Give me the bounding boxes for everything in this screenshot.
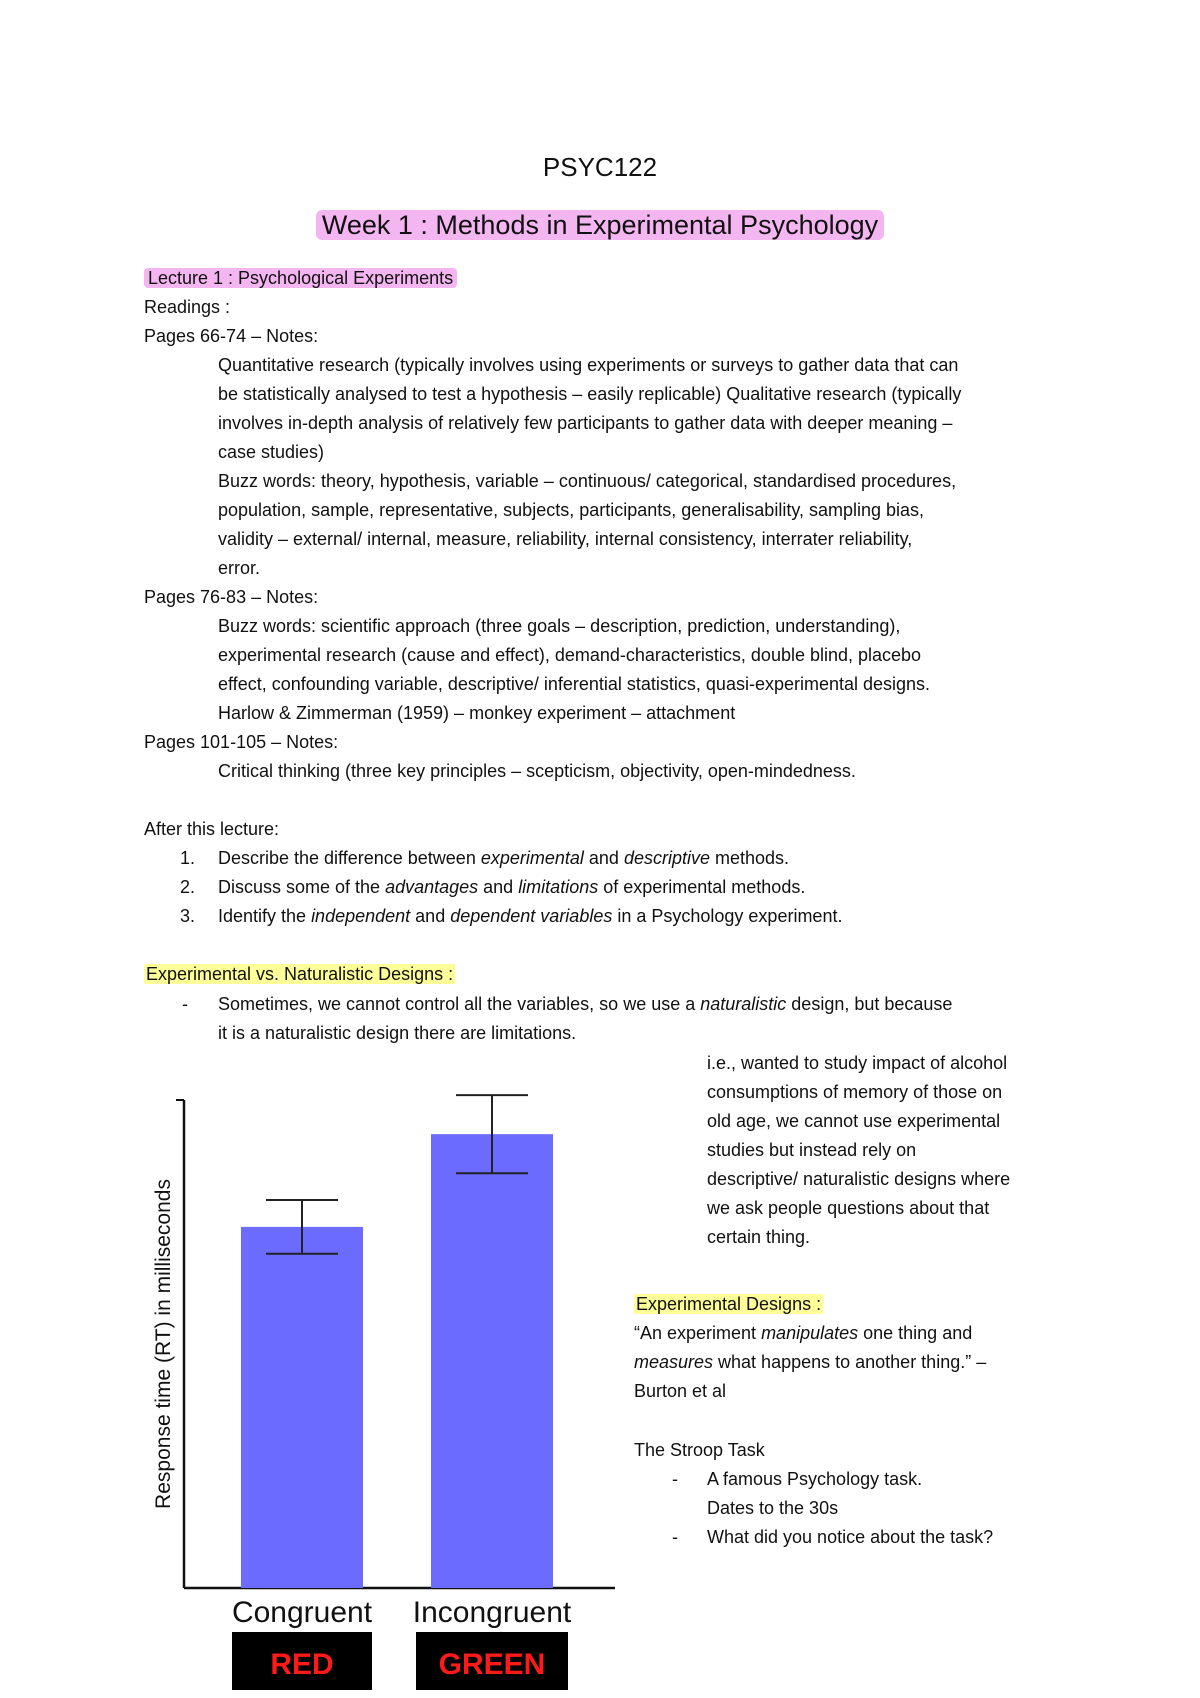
example-line: studies but instead rely on	[707, 1140, 917, 1160]
readings-label: Readings :	[144, 297, 231, 317]
example-line: i.e., wanted to study impact of alcohol	[707, 1053, 1008, 1073]
objective-item: Discuss some of the advantages and limitations of experimental methods.	[218, 877, 806, 897]
bar-incongruent	[431, 1134, 553, 1588]
lecture-title	[144, 264, 457, 293]
stimulus-word: GREEN	[438, 1648, 546, 1681]
stimulus-word: RED	[270, 1648, 334, 1681]
bar-congruent	[241, 1227, 363, 1588]
section-heading: Pages 76-83 – Notes:	[144, 587, 319, 607]
note-line: Buzz words: scientific approach (three goals – description, prediction, understanding),	[218, 616, 901, 636]
note-line: effect, confounding variable, descriptive/ inferential statistics, quasi-experimental designs.	[218, 674, 931, 694]
x-tick-label: Congruent	[231, 1596, 373, 1629]
note-line: population, sample, representative, subjects, participants, generalisability, sampling bias,	[218, 500, 925, 520]
note-line: Buzz words: theory, hypothesis, variable – continuous/ categorical, standardised procedures,	[218, 471, 957, 491]
y-axis-label: Response time (RT) in milliseconds	[152, 1179, 175, 1509]
objective-number: 1.	[180, 848, 196, 868]
objective-number: 3.	[180, 906, 196, 926]
note-line: case studies)	[218, 442, 325, 462]
note-line: validity – external/ internal, measure, reliability, internal consistency, interrater reliability,	[218, 529, 913, 549]
naturalistic-heading: Experimental vs. Naturalistic Designs :	[146, 964, 454, 984]
section-heading: Pages 101-105 – Notes:	[144, 732, 339, 752]
stroop-bullet: A famous Psychology task.	[707, 1469, 923, 1489]
stroop-title: The Stroop Task	[634, 1440, 765, 1460]
week-title	[0, 206, 1200, 244]
x-tick-label: Incongruent	[412, 1596, 572, 1629]
naturalistic-bullet-line2: it is a naturalistic design there are limitations.	[218, 1023, 577, 1043]
note-line: be statistically analysed to test a hypothesis – easily replicable) Qualitative research (typically	[218, 384, 962, 404]
stroop-bar-chart	[140, 1080, 630, 1695]
bullet-dash: -	[672, 1527, 678, 1547]
naturalistic-bullet: Sometimes, we cannot control all the variables, so we use a naturalistic design, but because	[218, 994, 953, 1014]
example-line: certain thing.	[707, 1227, 811, 1247]
note-line: error.	[218, 558, 261, 578]
example-line: we ask people questions about that	[707, 1198, 990, 1218]
stroop-bullet: Dates to the 30s	[707, 1498, 839, 1518]
objective-item: Identify the independent and dependent variables in a Psychology experiment.	[218, 906, 843, 926]
bullet-dash: -	[182, 994, 188, 1014]
stroop-bullet: What did you notice about the task?	[707, 1527, 994, 1547]
example-line: old age, we cannot use experimental	[707, 1111, 1001, 1131]
note-line: involves in-depth analysis of relatively few participants to gather data with deeper meaning –	[218, 413, 953, 433]
section-heading: Pages 66-74 – Notes:	[144, 326, 319, 346]
experimental-designs-heading: Experimental Designs :	[636, 1294, 822, 1314]
objective-number: 2.	[180, 877, 196, 897]
week-title-text: Week 1 : Methods in Experimental Psychology	[316, 210, 884, 240]
bullet-dash: -	[672, 1469, 678, 1489]
course-code: PSYC122	[542, 152, 658, 182]
example-line: descriptive/ naturalistic designs where	[707, 1169, 1011, 1189]
quote-line: “An experiment manipulates one thing and	[634, 1323, 973, 1343]
lecture-title-text: Lecture 1 : Psychological Experiments	[144, 268, 457, 288]
note-line: Harlow & Zimmerman (1959) – monkey experiment – attachment	[218, 703, 736, 723]
quote-attribution: Burton et al	[634, 1381, 727, 1401]
note-line: Quantitative research (typically involves using experiments or surveys to gather data that can	[218, 355, 959, 375]
example-line: consumptions of memory of those on	[707, 1082, 1003, 1102]
quote-line: measures what happens to another thing.” –	[634, 1352, 987, 1372]
note-line: Critical thinking (three key principles – scepticism, objectivity, open-mindedness.	[218, 761, 856, 781]
note-line: experimental research (cause and effect), demand-characteristics, double blind, placebo	[218, 645, 922, 665]
after-lecture-label: After this lecture:	[144, 819, 280, 839]
objective-item: Describe the difference between experimental and descriptive methods.	[218, 848, 790, 868]
